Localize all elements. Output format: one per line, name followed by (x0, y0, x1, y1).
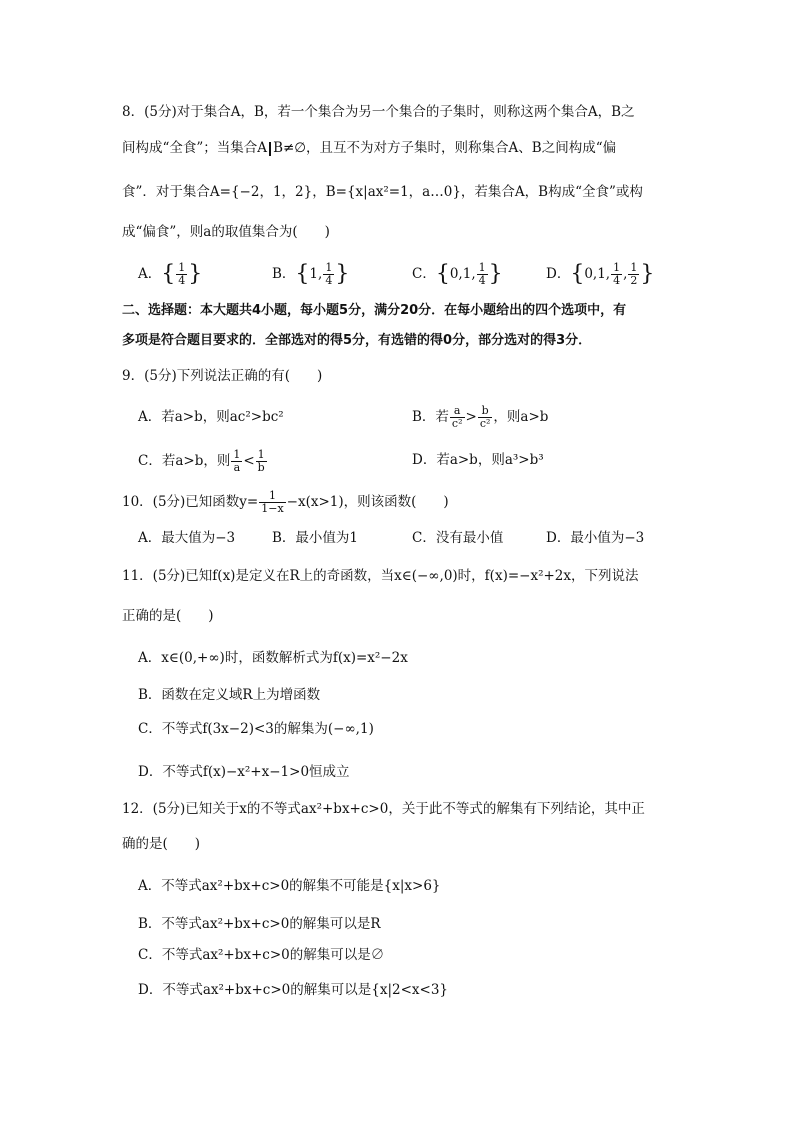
q8-line4: 成“偏食”，则a的取值集合为( ) (122, 224, 330, 240)
section2-line1: 二、选择题：本大题共4小题，每小题5分，满分20分．在每小题给出的四个选项中，有 (122, 303, 627, 318)
q12-line2: 确的是( ) (122, 836, 201, 852)
q11-option-c: C．不等式f(3x−2)<3的解集为(−∞,1) (138, 721, 374, 737)
q9-option-c: C．若a>b，则 $\frac{1}{a}$ < $\frac{1}{b}$ (138, 448, 265, 474)
q11-line1: 11．(5分)已知f(x)是定义在R上的奇函数，当x∈(−∞,0)时，f(x)=−x²+2x，下列说法 (122, 568, 639, 584)
q10-option-b: B．最小值为1 (272, 530, 359, 546)
section2-line2: 多项是符合题目要求的．全部选对的得5分，有选错的得0分，部分选对的得3分． (122, 333, 592, 348)
q8-option-b: B．{1, $\frac{1}{4}$ } (272, 261, 350, 287)
q9-option-a: A．若a>b，则ac²>bc² (138, 409, 284, 425)
q8-line2 (122, 138, 616, 158)
q8-line2a: 间构成“全食”；当集合A (122, 140, 268, 156)
q11-option-a: A．x∈(0,+∞)时，函数解析式为f(x)=x²−2x (138, 650, 408, 666)
text-cursor (269, 142, 271, 156)
q10-stem: 10．(5分)已知函数y= $\frac{1}{1-x}$ −x(x>1)，则该函数( ) (122, 489, 449, 515)
q8-line2b: B≠∅，且互不为对方子集时，则称集合A、B之间构成“偏 (273, 140, 617, 156)
q8-line3: 食”．对于集合A={−2，1，2}，B={x|ax²=1，a…0}，若集合A，B构成“全食”或构 (122, 184, 643, 200)
q11-option-b: B．函数在定义域R上为增函数 (138, 687, 321, 703)
q8-option-c: C．{0,1, $\frac{1}{4}$ } (412, 261, 503, 287)
q9-stem: 9．(5分)下列说法正确的有( ) (122, 368, 323, 384)
q8-option-d: D．{0,1, $\frac{1}{4}$ , $\frac{1}{2}$ } (546, 261, 655, 287)
q10-option-c: C．没有最小值 (412, 530, 504, 546)
q12-option-c: C．不等式ax²+bx+c>0的解集可以是∅ (138, 947, 385, 963)
q11-line2: 正确的是( ) (122, 608, 214, 624)
q12-line1: 12．(5分)已知关于x的不等式ax²+bx+c>0，关于此不等式的解集有下列结论，其中正 (122, 801, 645, 817)
q8-line1: 8．(5分)对于集合A，B，若一个集合为另一个集合的子集时，则称这两个集合A，B之 (122, 104, 635, 120)
q9-option-d: D．若a>b，则a³>b³ (412, 452, 544, 468)
q11-option-d: D．不等式f(x)−x²+x−1>0恒成立 (138, 764, 350, 780)
q10-option-a: A．最大值为−3 (138, 530, 236, 546)
q9-option-b: B．若 $\frac{a}{\text{c²}}$ > $\frac{b}{\text{c²}}$ ，则a>b (412, 404, 549, 430)
q12-option-a: A．不等式ax²+bx+c>0的解集不可能是{x|x>6} (138, 878, 441, 894)
q8-option-a: A．{ $\frac{1}{4}$ } (138, 261, 203, 287)
q12-option-b: B．不等式ax²+bx+c>0的解集可以是R (138, 916, 381, 932)
q10-option-d: D．最小值为−3 (546, 530, 645, 546)
q12-option-d: D．不等式ax²+bx+c>0的解集可以是{x|2<x<3} (138, 982, 448, 998)
